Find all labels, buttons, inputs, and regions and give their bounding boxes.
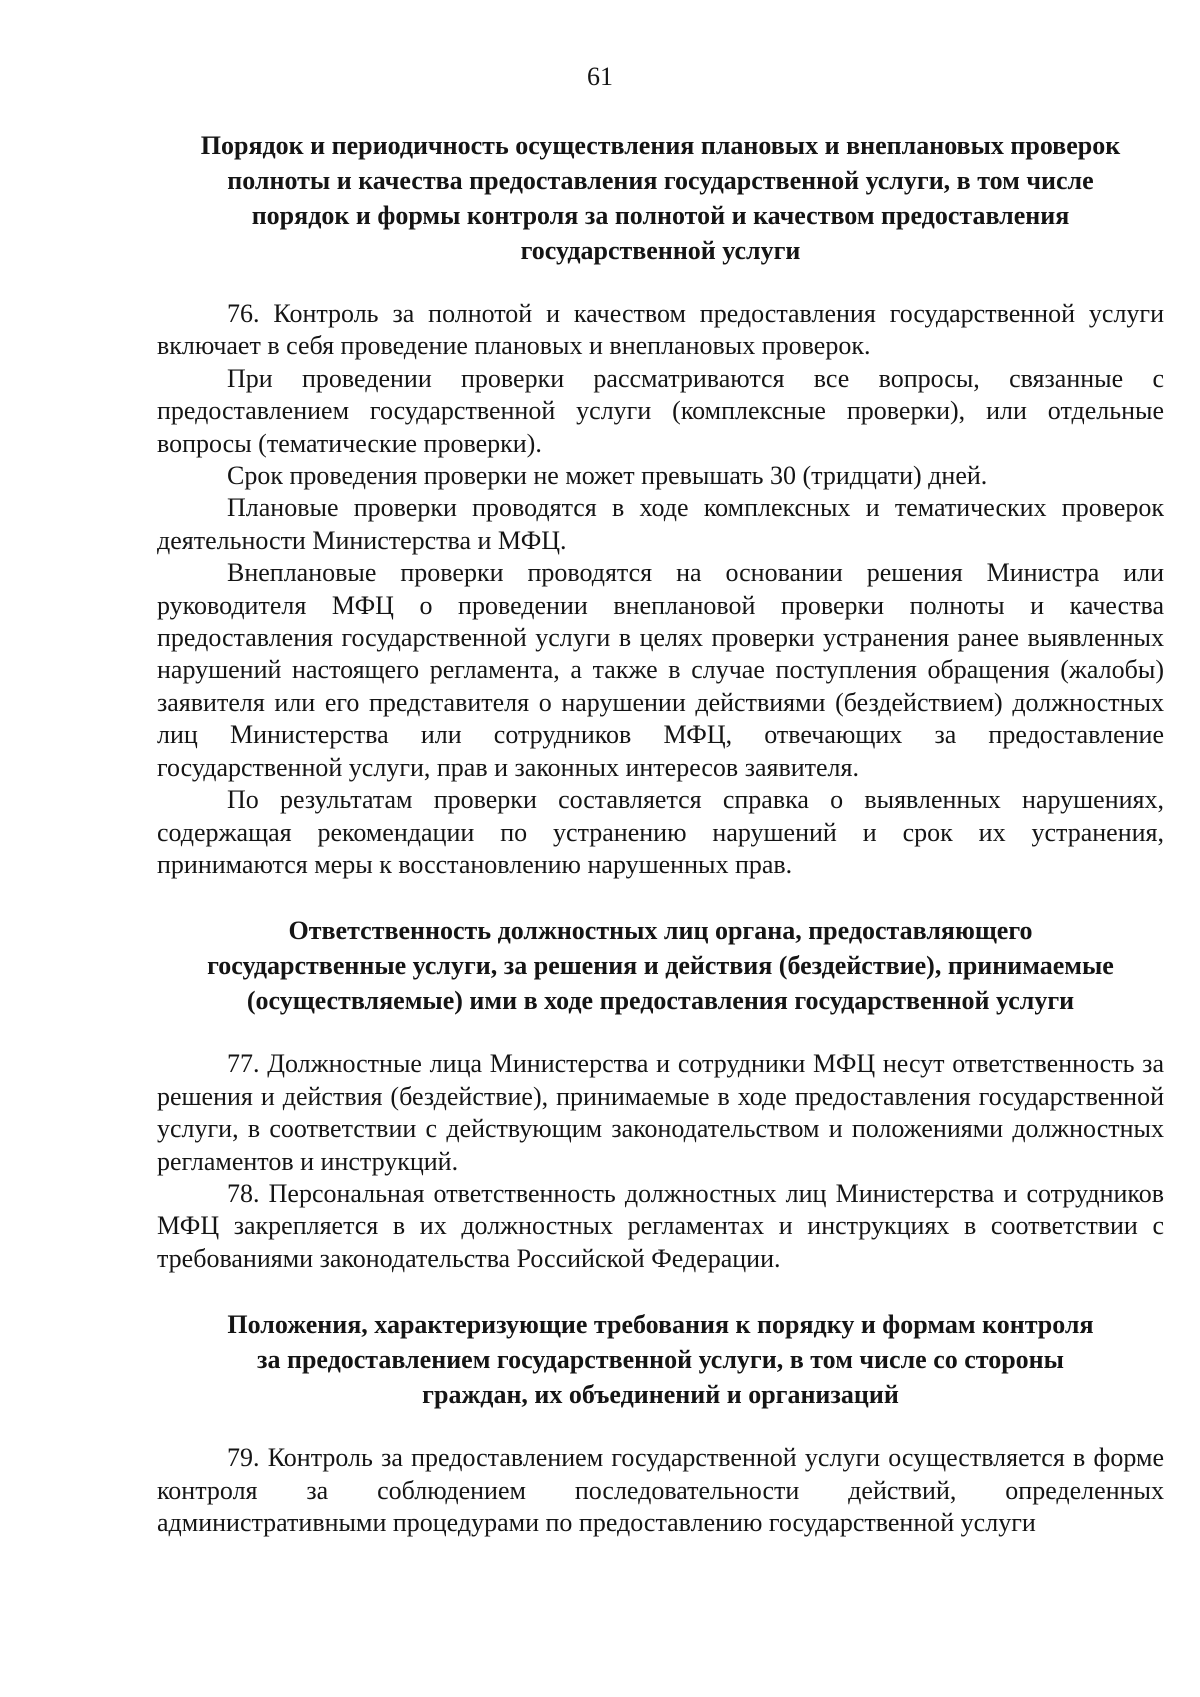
spacer (157, 1412, 1164, 1442)
heading-line: государственной услуги (520, 236, 801, 265)
paragraph: По результатам проверки составляется справка о выявленных нарушениях, содержащая рекомендации по устранению нарушений и срок их устранения, принимаются меры к восстановлению нарушенных прав. (157, 785, 1164, 879)
section-heading-control-requirements (157, 1307, 1164, 1412)
heading-line: порядок и формы контроля за полнотой и качеством предоставления (251, 201, 1070, 230)
document-body (157, 128, 1164, 1539)
heading-line: граждан, их объединений и организаций (422, 1380, 899, 1410)
spacer (157, 881, 1164, 913)
heading-line: Порядок и периодичность осуществления плановых и внеплановых проверок (200, 131, 1121, 160)
paragraph-77: 77. Должностные лица Министерства и сотрудники МФЦ несут ответственность за решения и действия (бездействие), принимаемые в ходе предоставления государственной услуги, в соответствии с действующим законодательством и положениями должностных регламентов и инструкций. (157, 1049, 1164, 1176)
heading-line: государственные услуги, за решения и действия (бездействие), принимаемые (207, 951, 1114, 981)
paragraph: Внеплановые проверки проводятся на основании решения Министра или руководителя МФЦ о проведении внеплановой проверки полноты и качества предоставления государственной услуги в целях проверки устранения ранее выявленных нарушений настоящего регламента, а также в случае поступления обращения (жалобы) заявителя или его представителя о нарушении действиями (бездействием) должностных лиц Министерства или сотрудников МФЦ, отвечающих за предоставление государственной услуги, прав и законных интересов заявителя. (157, 558, 1164, 782)
paragraph-78: 78. Персональная ответственность должностных лиц Министерства и сотрудников МФЦ закрепляется в их должностных регламентах и инструкциях в соответствии с требованиями законодательства Российской Федерации. (157, 1178, 1164, 1273)
paragraph-79: 79. Контроль за предоставлением государственной услуги осуществляется в форме контроля за соблюдением последовательности действий, определенных административными процедурами по предоставлению государственной услуги (157, 1443, 1164, 1537)
paragraph: Плановые проверки проводятся в ходе комплексных и тематических проверок деятельности Министерства и МФЦ. (157, 493, 1164, 555)
heading-line: полноты и качества предоставления государственной услуги, в том числе (227, 166, 1094, 195)
heading-line: Ответственность должностных лиц органа, предоставляющего (288, 916, 1033, 946)
paragraph: При проведении проверки рассматриваются все вопросы, связанные с предоставлением государственной услуги (комплексные проверки), или отдельные вопросы (тематические проверки). (157, 363, 1164, 458)
paragraph-76: 76. Контроль за полнотой и качеством предоставления государственной услуги включает в себя проведение плановых и внеплановых проверок. (157, 299, 1164, 361)
heading-line: за предоставлением государственной услуги, в том числе со стороны (257, 1345, 1064, 1375)
spacer (157, 268, 1164, 298)
paragraph: Срок проведения проверки не может превышать 30 (тридцати) дней. (227, 461, 988, 491)
section-heading-responsibility (157, 913, 1164, 1018)
page-number: 61 (587, 62, 613, 91)
spacer (157, 1018, 1164, 1048)
section-heading-control-procedure (157, 128, 1164, 268)
heading-line: (осуществляемые) ими в ходе предоставления государственной услуги (246, 986, 1075, 1016)
spacer (157, 1275, 1164, 1307)
heading-line: Положения, характеризующие требования к порядку и формам контроля (227, 1310, 1094, 1340)
